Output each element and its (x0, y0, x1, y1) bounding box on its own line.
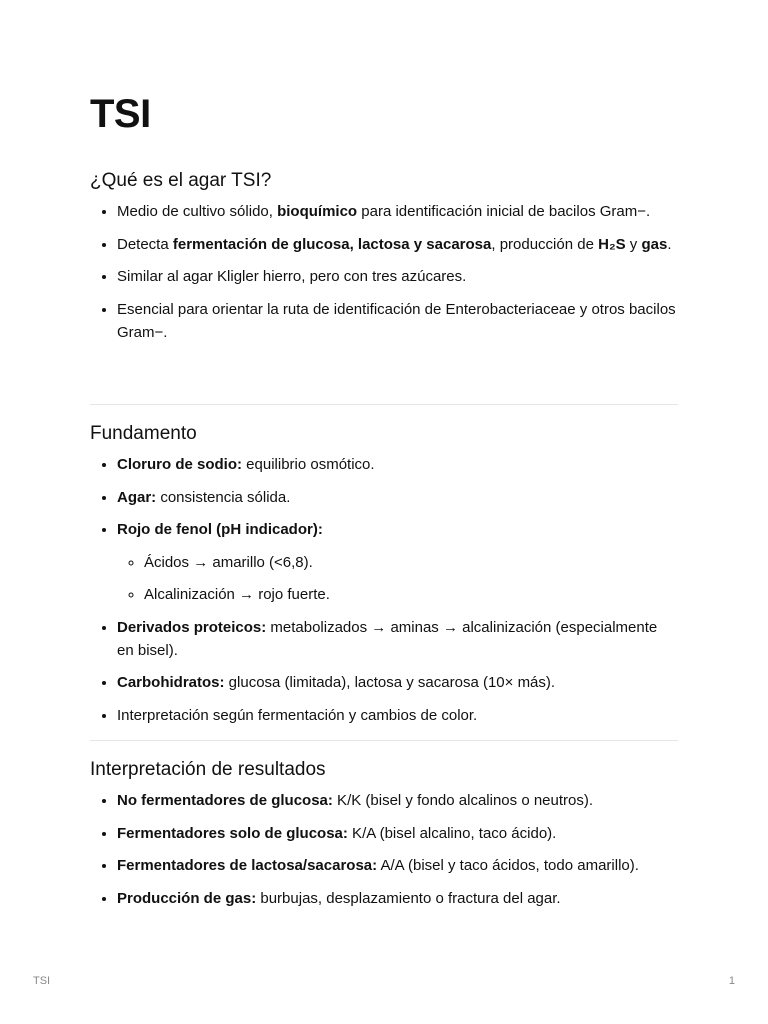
page-number: 1 (728, 975, 735, 987)
list-item: • Similar al agar Kligler hierro, pero con tres azúcares. (117, 265, 678, 288)
list-item: • Interpretación según fermentación y cambios de color. (117, 704, 678, 727)
section-what-is (90, 170, 678, 353)
sub-list (117, 551, 678, 607)
bullet-list (90, 789, 678, 910)
list-item: • Cloruro de sodio: equilibrio osmótico. (117, 453, 678, 476)
list-item: • Carbohidratos: glucosa (limitada), lactosa y sacarosa (10× más). (117, 671, 678, 694)
section-fundamento (90, 423, 678, 736)
bullet-list (90, 453, 678, 727)
list-item: • Fermentadores de lactosa/sacarosa: A/A (bisel y taco ácidos, todo amarillo). (117, 854, 678, 877)
page-title: TSI (90, 92, 151, 136)
list-item: • Esencial para orientar la ruta de identificación de Enterobacteriaceae y otros bacilos Gram−. (117, 298, 678, 344)
section-divider (90, 404, 678, 405)
footer-title: TSI (33, 975, 51, 987)
sub-list-item: ◦ Ácidos → amarillo (<6,8). (144, 551, 678, 574)
list-item: • Medio de cultivo sólido, bioquímico para identificación inicial de bacilos Gram−. (117, 200, 678, 223)
list-item: • No fermentadores de glucosa: K/K (bisel y fondo alcalinos o neutros). (117, 789, 678, 812)
section-heading: Interpretación de resultados (90, 759, 326, 780)
section-divider (90, 740, 678, 741)
list-item: • Agar: consistencia sólida. (117, 486, 678, 509)
sub-list-item: ◦ Alcalinización → rojo fuerte. (144, 583, 678, 606)
list-item: • Derivados proteicos: metabolizados → aminas → alcalinización (especialmente en bisel). (117, 616, 678, 662)
bullet-list (90, 200, 678, 344)
list-item: • Detecta fermentación de glucosa, lactosa y sacarosa, producción de H₂S y gas. (117, 233, 678, 256)
list-item: • Producción de gas: burbujas, desplazamiento o fractura del agar. (117, 887, 678, 910)
list-item: • Rojo de fenol (pH indicador): ◦ Ácidos → amarillo (<6,8). ◦ Alcalinización → rojo fuerte. (117, 518, 678, 606)
section-interpretacion (90, 759, 678, 919)
list-item: • Fermentadores solo de glucosa: K/A (bisel alcalino, taco ácido). (117, 822, 678, 845)
section-heading: ¿Qué es el agar TSI? (90, 170, 272, 191)
section-heading: Fundamento (90, 423, 197, 444)
